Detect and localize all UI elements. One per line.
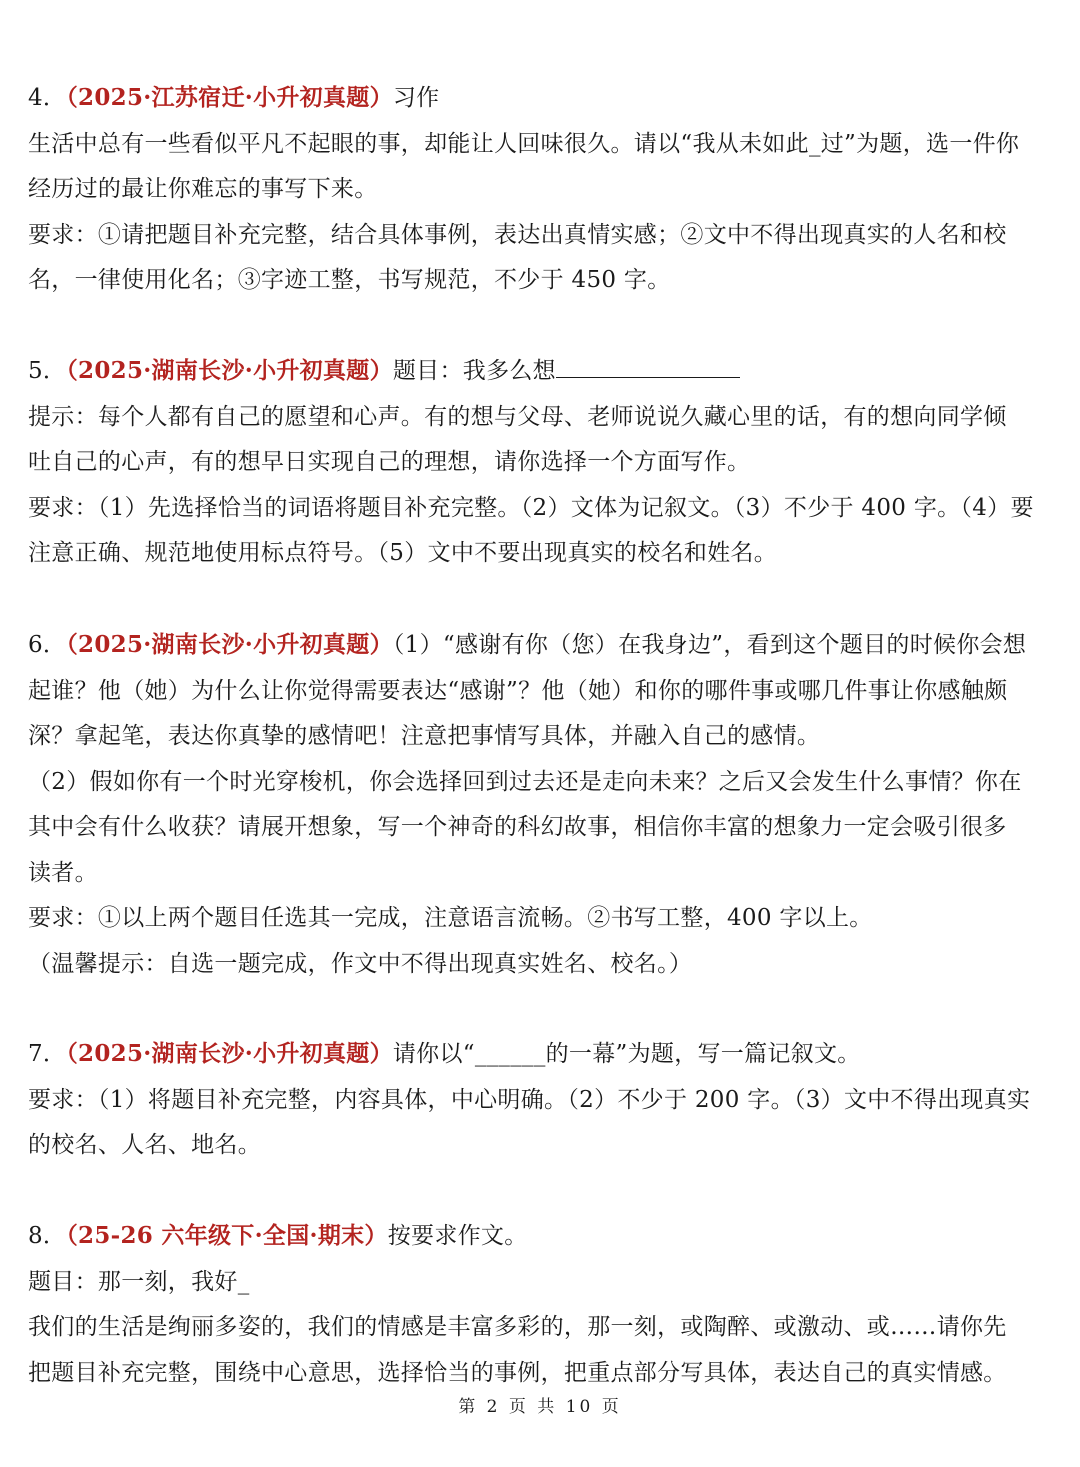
question-6 — [28, 622, 1028, 987]
question-number: 8． — [28, 1223, 67, 1249]
question-text-line: 名，一律使用化名；③字迹工整，书写规范，不少于 450 字。 — [28, 267, 671, 293]
question-title — [28, 622, 1028, 669]
question-title-text: 习作 — [392, 85, 440, 111]
question-title — [28, 1213, 1028, 1260]
question-text-line: 深？拿起笔，表达你真挚的感情吧！注意把事情写具体，并融入自己的感情。 — [28, 723, 821, 749]
question-text-line: 我们的生活是绚丽多姿的，我们的情感是丰富多彩的，那一刻，或陶醉、或激动、或……请你先 — [28, 1314, 1007, 1340]
question-text-line: 要求：①以上两个题目任选其一完成，注意语言流畅。②书写工整，400 字以上。 — [28, 905, 873, 931]
question-title — [28, 348, 1028, 395]
question-number: 7． — [28, 1041, 67, 1067]
question-text-line: 要求：（1）将题目补充完整，内容具体，中心明确。（2）不少于 200 字。（3）文中不得出现真实 — [28, 1086, 1031, 1113]
question-number: 5． — [28, 358, 67, 384]
question-7 — [28, 1031, 1031, 1169]
question-title — [28, 75, 1028, 122]
question-title-text: （1）“感谢有你（您）在我身边”，看到这个题目的时候你会想 — [392, 632, 1027, 658]
question-text-line: 起谁？他（她）为什么让你觉得需要表达“感谢”？他（她）和你的哪件事或哪几件事让你感触颇 — [28, 677, 1008, 704]
question-text-line: 其中会有什么收获？请展开想象，写一个神奇的科幻故事，相信你丰富的想象力一定会吸引很多 — [28, 814, 1007, 840]
question-title — [28, 1031, 1028, 1078]
question-text-line: 题目：那一刻，我好_ — [28, 1268, 250, 1295]
question-8 — [28, 1213, 1028, 1396]
question-source: （2025·湖南长沙·小升初真题） — [66, 631, 393, 658]
page-number-footer: 第 2 页 共 10 页 — [458, 1397, 622, 1417]
question-5 — [28, 348, 1034, 577]
question-text-line: 吐自己的心声，有的想早日实现自己的理想，请你选择一个方面写作。 — [28, 449, 751, 475]
question-title-text: 题目：我多么想 — [392, 358, 556, 384]
question-source: （25-26 六年级下·全国·期末） — [66, 1222, 388, 1249]
question-source: （2025·江苏宿迁·小升初真题） — [66, 84, 393, 111]
question-text-line: 提示：每个人都有自己的愿望和心声。有的想与父母、老师说说久藏心里的话，有的想向同学倾 — [28, 403, 1007, 430]
question-source: （2025·湖南长沙·小升初真题） — [66, 357, 393, 384]
question-number: 6． — [28, 632, 67, 658]
question-source: （2025·湖南长沙·小升初真题） — [66, 1040, 393, 1067]
question-text-line: （温馨提示：自选一题完成，作文中不得出现真实姓名、校名。） — [28, 950, 693, 977]
question-text-line: 把题目补充完整，围绕中心意思，选择恰当的事例，把重点部分写具体，表达自己的真实情感。 — [28, 1359, 1007, 1386]
question-title-text: 按要求作文。 — [387, 1223, 528, 1249]
question-number: 4． — [28, 85, 67, 111]
question-text-line: （2）假如你有一个时光穿梭机，你会选择回到过去还是走向未来？之后又会发生什么事情？你在 — [28, 768, 1022, 795]
question-text-line: 生活中总有一些看似平凡不起眼的事，却能让人回味很久。请以“我从未如此_过”为题，选一件你 — [28, 130, 1020, 157]
question-text-line: 的校名、人名、地名。 — [28, 1132, 261, 1158]
question-text-line: 经历过的最让你难忘的事写下来。 — [28, 176, 378, 202]
question-text-line: 注意正确、规范地使用标点符号。（5）文中不要出现真实的校名和姓名。 — [28, 540, 778, 566]
fill-in-blank-line — [556, 355, 740, 378]
question-text-line: 要求：（1）先选择恰当的词语将题目补充完整。（2）文体为记叙文。（3）不少于 400 字。（4）要 — [28, 494, 1034, 521]
question-4 — [28, 75, 1028, 304]
question-title-text: 请你以“______的一幕”为题，写一篇记叙文。 — [392, 1041, 861, 1067]
question-text-line: 读者。 — [28, 859, 98, 886]
question-text-line: 要求：①请把题目补充完整，结合具体事例，表达出真情实感；②文中不得出现真实的人名和校 — [28, 221, 1007, 248]
